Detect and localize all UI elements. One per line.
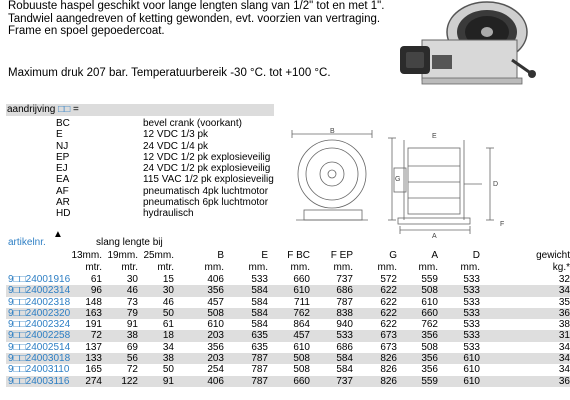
article-number: 9□□24002318 (8, 296, 71, 308)
table-cell: 35 (558, 296, 570, 308)
table-cell: 533 (463, 319, 480, 331)
drive-code: AR (56, 197, 70, 209)
intro-text (8, 0, 403, 38)
table-row (6, 319, 570, 330)
product-table (6, 274, 570, 387)
drive-header (6, 104, 274, 116)
column-unit: mm. (460, 262, 480, 273)
arrow-up-icon: ▲ (53, 229, 63, 240)
table-cell: 38 (126, 330, 138, 342)
table-cell: 254 (207, 364, 224, 376)
table-cell: 61 (90, 274, 102, 285)
table-cell: 191 (85, 319, 102, 331)
table-cell: 572 (380, 274, 397, 285)
table-cell: 584 (251, 307, 268, 319)
article-number: 9□□24002258 (8, 330, 71, 342)
column-unit: mtr. (157, 262, 174, 273)
table-cell: 660 (293, 274, 310, 285)
column-unit: mtr. (85, 262, 102, 273)
drive-code: HD (56, 208, 71, 220)
table-cell: 406 (207, 375, 224, 387)
article-number: 9□□24002320 (8, 307, 71, 319)
table-cell: 533 (463, 285, 480, 297)
drive-code: NJ (56, 140, 69, 152)
table-cell: 203 (207, 353, 224, 365)
table-cell: 533 (463, 274, 480, 285)
dim-label-d: D (493, 181, 499, 188)
drive-code: EA (56, 174, 70, 186)
table-cell: 610 (463, 353, 480, 365)
drive-desc: 115 VAC 1/2 pk explosieveilig (143, 174, 274, 186)
table-cell: 50 (162, 364, 174, 376)
table-row (6, 364, 570, 375)
article-number: 9□□24003018 (8, 353, 71, 365)
table-cell: 508 (421, 341, 438, 353)
table-cell: 73 (126, 296, 138, 308)
table-cell: 274 (85, 375, 102, 387)
column-header: F BC (287, 250, 310, 261)
table-cell: 660 (421, 307, 438, 319)
table-cell: 34 (558, 341, 570, 353)
column-header: B (217, 250, 224, 261)
table-cell: 660 (293, 375, 310, 387)
column-unit: mm. (290, 262, 310, 273)
table-cell: 762 (293, 307, 310, 319)
table-cell: 61 (162, 319, 174, 331)
table-cell: 622 (380, 296, 397, 308)
table-row (6, 274, 570, 285)
table-cell: 165 (85, 364, 102, 376)
table-cell: 584 (251, 285, 268, 297)
drive-desc: 12 VDC 1/2 pk explosieveilig (143, 151, 271, 163)
table-cell: 36 (558, 307, 570, 319)
drive-code: E (56, 129, 63, 141)
table-cell: 406 (207, 274, 224, 285)
table-cell: 610 (463, 375, 480, 387)
dim-label-g: G (395, 176, 401, 183)
drive-label: aandrijving (7, 104, 56, 115)
drive-desc: 12 VDC 1/3 pk (143, 129, 209, 141)
table-cell: 673 (380, 341, 397, 353)
column-header: gewicht (536, 250, 570, 261)
table-cell: 356 (421, 353, 438, 365)
intro-line: Frame en spoel gepoedercoat. (8, 25, 165, 37)
article-number: 9□□24001916 (8, 274, 71, 285)
table-cell: 148 (85, 296, 102, 308)
table-cell: 559 (421, 274, 438, 285)
table-cell: 133 (85, 353, 102, 365)
table-cell: 826 (380, 375, 397, 387)
column-header: G (389, 250, 397, 261)
table-row (6, 330, 570, 341)
table-cell: 508 (293, 353, 310, 365)
table-cell: 737 (336, 274, 353, 285)
table-cell: 32 (558, 274, 570, 285)
column-header: 25mm. (143, 250, 174, 261)
drive-code: EJ (56, 163, 68, 175)
table-cell: 584 (251, 296, 268, 308)
table-cell: 622 (380, 319, 397, 331)
table-cell: 356 (207, 285, 224, 297)
reel-side-drawing (390, 126, 510, 244)
table-cell: 787 (251, 353, 268, 365)
table-cell: 787 (251, 375, 268, 387)
table-cell: 584 (251, 319, 268, 331)
table-cell: 686 (336, 285, 353, 297)
table-cell: 91 (126, 319, 138, 331)
table-cell: 940 (336, 319, 353, 331)
table-cell: 635 (251, 330, 268, 342)
table-cell: 762 (421, 319, 438, 331)
column-unit: mtr. (121, 262, 138, 273)
table-cell: 838 (336, 307, 353, 319)
table-cell: 864 (293, 319, 310, 331)
table-cell: 533 (463, 341, 480, 353)
article-number: 9□□24002514 (8, 341, 71, 353)
column-unit: kg.* (552, 262, 570, 273)
table-cell: 356 (421, 364, 438, 376)
table-cell: 508 (421, 285, 438, 297)
table-cell: 91 (162, 375, 174, 387)
intro-line: Tandwiel aangedreven of ketting gewonden, evt. voorzien van vertraging. (8, 12, 381, 25)
table-cell: 533 (463, 330, 480, 342)
table-cell: 38 (558, 319, 570, 331)
dim-label-b: B (330, 128, 335, 135)
table-cell: 610 (293, 341, 310, 353)
table-cell: 122 (121, 375, 138, 387)
table-cell: 584 (336, 353, 353, 365)
table-cell: 163 (85, 307, 102, 319)
table-cell: 34 (558, 364, 570, 376)
column-unit: mm. (418, 262, 438, 273)
table-cell: 137 (85, 341, 102, 353)
pressure-spec: Maximum druk 207 bar. Temperatuurbereik -30 °C. tot +100 °C. (8, 67, 331, 79)
table-row (6, 353, 570, 364)
drive-placeholder: □□ (58, 104, 71, 115)
table-cell: 533 (463, 307, 480, 319)
table-cell: 787 (251, 364, 268, 376)
article-number-header: artikelnr. (8, 237, 46, 248)
drive-suffix: = (73, 104, 79, 115)
drive-codes (56, 118, 70, 220)
table-cell: 36 (558, 375, 570, 387)
table-cell: 635 (251, 341, 268, 353)
dim-label-e: E (432, 133, 437, 140)
drive-code: AF (56, 185, 69, 197)
article-number: 9□□24003110 (8, 364, 70, 376)
table-cell: 826 (380, 353, 397, 365)
drive-desc: pneumatisch 4pk luchtmotor (143, 185, 269, 197)
table-cell: 686 (336, 341, 353, 353)
table-cell: 31 (558, 330, 570, 342)
table-cell: 457 (207, 296, 224, 308)
column-header: F EP (330, 250, 353, 261)
table-cell: 508 (207, 307, 224, 319)
table-cell: 46 (162, 296, 174, 308)
table-row (6, 285, 570, 296)
table-cell: 72 (126, 364, 138, 376)
table-cell: 46 (126, 285, 138, 297)
article-number: 9□□24002324 (8, 319, 71, 331)
drive-desc: 24 VDC 1/2 pk explosieveilig (143, 163, 271, 175)
table-cell: 673 (380, 330, 397, 342)
table-row (6, 342, 570, 353)
article-number: 9□□24002314 (8, 285, 71, 297)
table-cell: 610 (421, 296, 438, 308)
table-cell: 50 (162, 307, 174, 319)
table-cell: 622 (380, 307, 397, 319)
table-cell: 38 (162, 353, 174, 365)
table-cell: 356 (421, 330, 438, 342)
column-header: 13mm. (71, 250, 102, 261)
table-cell: 711 (294, 296, 310, 308)
drive-desc: bevel crank (voorkant) (143, 118, 242, 129)
dim-label-f: F (500, 221, 505, 228)
table-cell: 34 (558, 353, 570, 365)
table-cell: 356 (207, 341, 224, 353)
intro-line: Robuuste haspel geschikt voor lange lengten slang van 1/2" tot en met 1". (8, 0, 385, 12)
table-cell: 737 (336, 375, 353, 387)
column-header: 19mm. (107, 250, 138, 261)
column-unit: mm. (204, 262, 224, 273)
table-cell: 34 (558, 285, 570, 297)
column-unit: mm. (377, 262, 397, 273)
table-cell: 533 (336, 330, 353, 342)
hose-reel-photo (392, 0, 542, 92)
drive-desc: hydraulisch (143, 208, 194, 220)
table-cell: 559 (421, 375, 438, 387)
table-cell: 79 (126, 307, 138, 319)
drive-descriptions (143, 118, 274, 220)
table-cell: 457 (293, 330, 310, 342)
drive-code: BC (56, 118, 70, 129)
drive-code: EP (56, 151, 70, 163)
table-row (6, 297, 570, 308)
table-cell: 69 (126, 341, 138, 353)
column-unit: mm. (333, 262, 353, 273)
table-cell: 622 (380, 285, 397, 297)
table-cell: 584 (336, 364, 353, 376)
table-cell: 533 (463, 296, 480, 308)
table-cell: 56 (126, 353, 138, 365)
column-unit: mm. (248, 262, 268, 273)
drive-desc: 24 VDC 1/4 pk (143, 140, 209, 152)
table-cell: 787 (336, 296, 353, 308)
table-cell: 610 (293, 285, 310, 297)
table-cell: 610 (207, 319, 224, 331)
table-cell: 15 (162, 274, 174, 285)
table-cell: 30 (162, 285, 174, 297)
table-row (6, 376, 570, 387)
table-cell: 203 (207, 330, 224, 342)
table-cell: 508 (293, 364, 310, 376)
table-cell: 826 (380, 364, 397, 376)
table-cell: 533 (251, 274, 268, 285)
column-header: D (472, 250, 480, 261)
table-cell: 34 (162, 341, 174, 353)
table-cell: 610 (463, 364, 480, 376)
table-cell: 72 (90, 330, 102, 342)
table-cell: 30 (126, 274, 138, 285)
hose-length-header: slang lengte bij (96, 237, 163, 248)
article-number: 9□□24003116 (8, 375, 70, 387)
dim-label-a: A (432, 233, 437, 240)
drive-desc: pneumatisch 6pk luchtmotor (143, 197, 269, 209)
column-header: A (431, 250, 438, 261)
table-cell: 18 (162, 330, 174, 342)
column-header: E (261, 250, 268, 261)
table-cell: 96 (90, 285, 102, 297)
table-row (6, 308, 570, 319)
